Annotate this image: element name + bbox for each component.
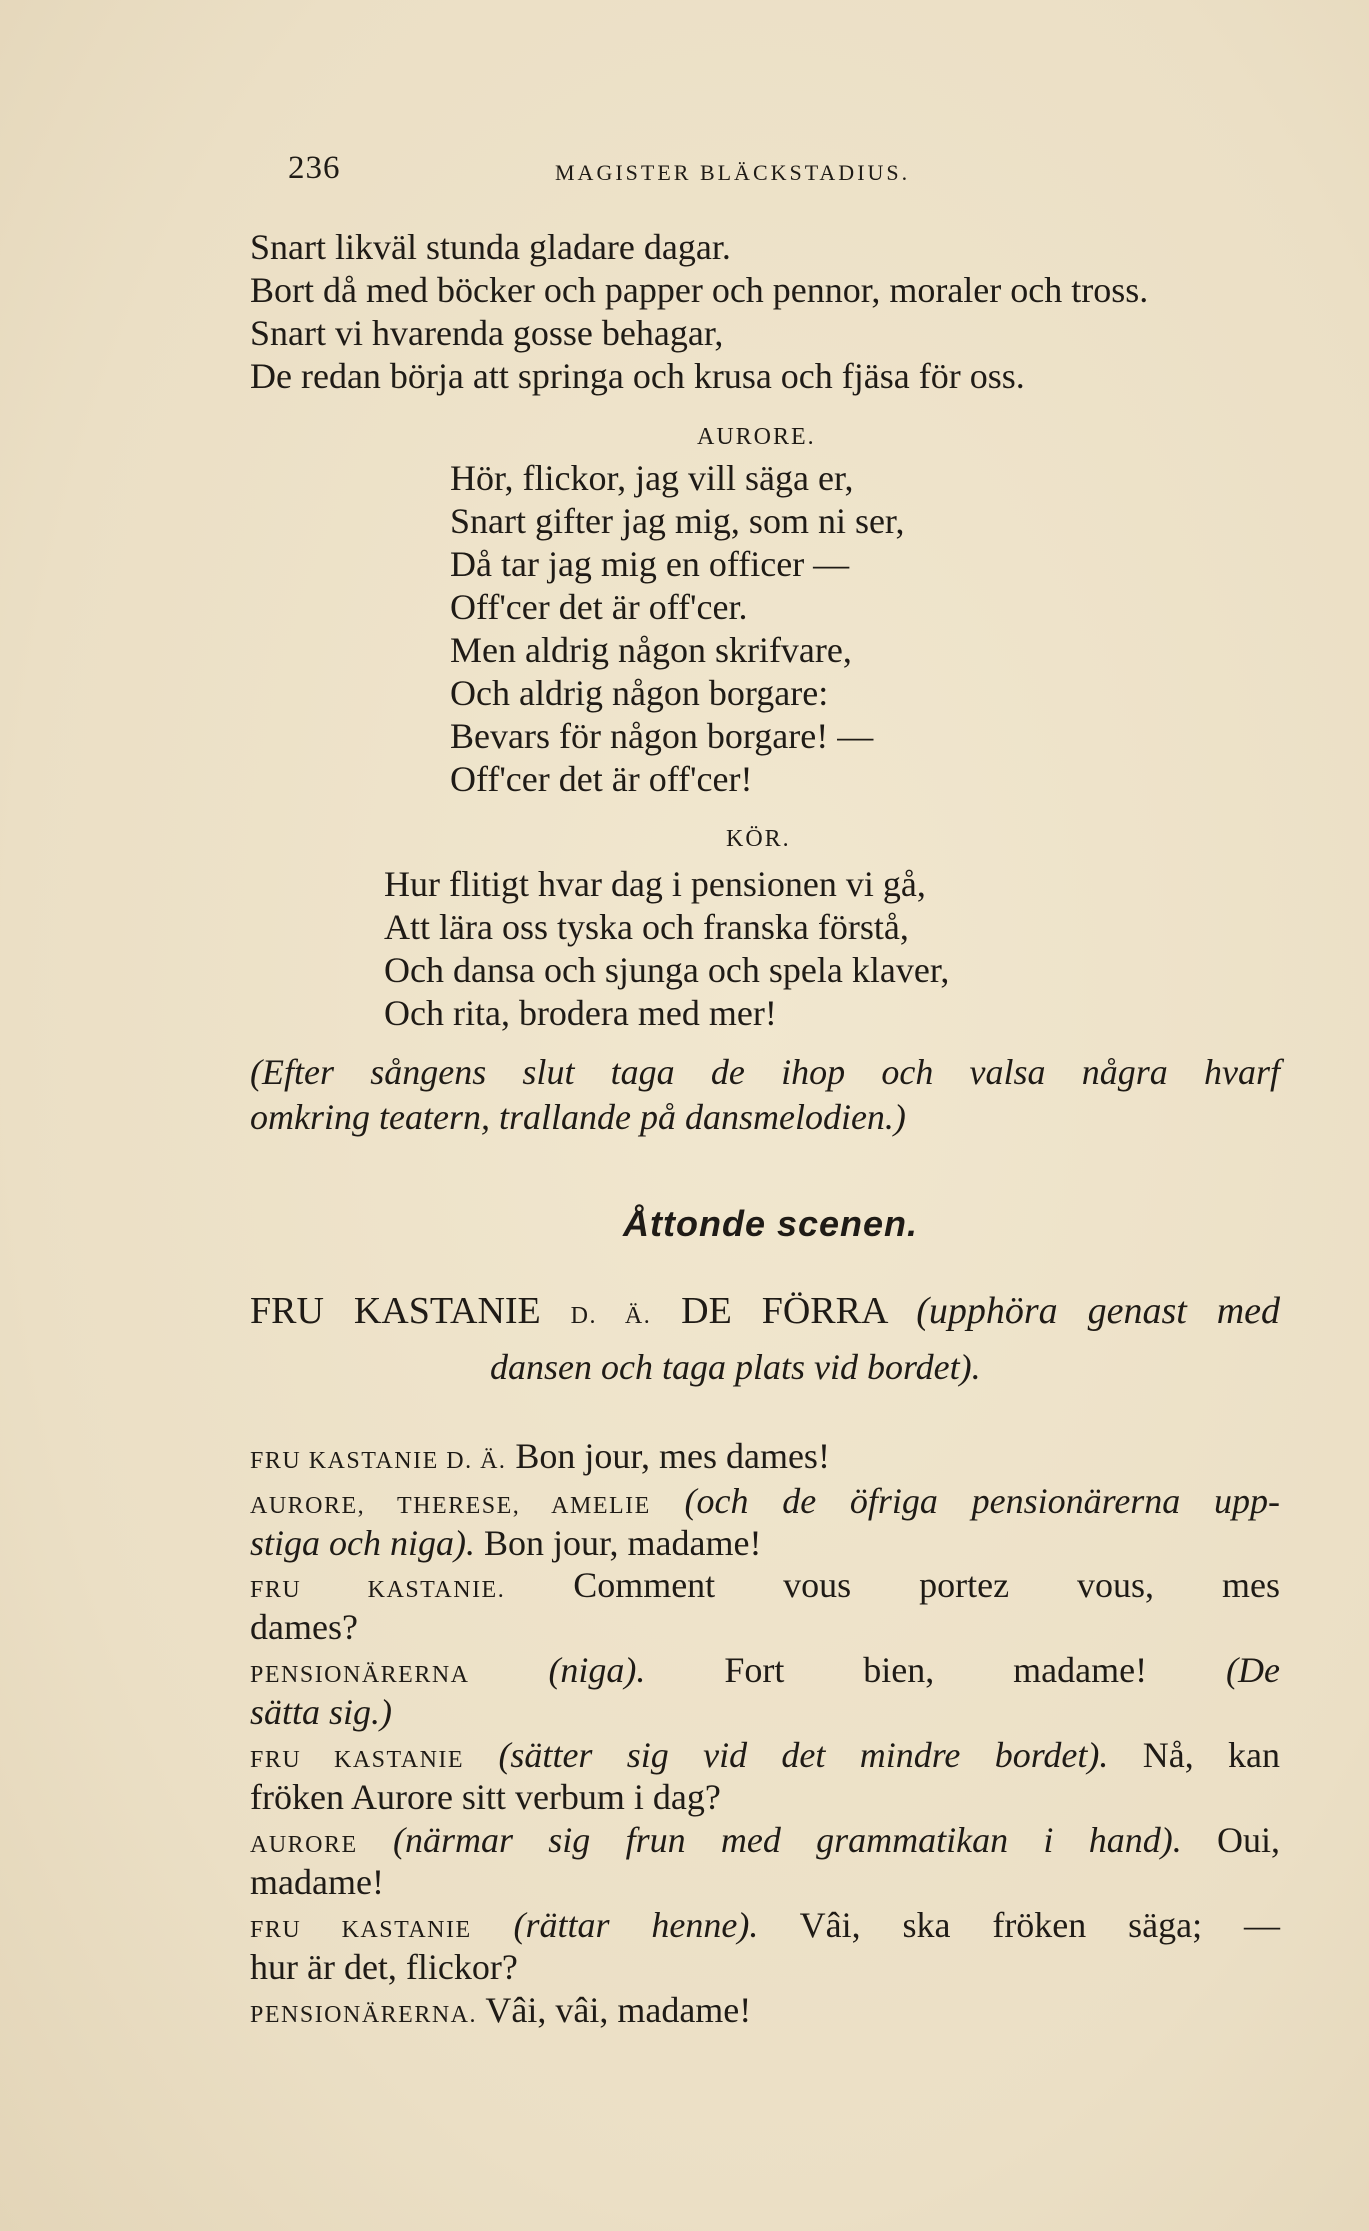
verse-line: Och aldrig någon borgare:: [450, 673, 829, 713]
dialogue-line: FRU KASTANIE. Comment vous portez vous, mes: [250, 1565, 1280, 1605]
cast-direction: dansen och taga plats vid bordet).: [490, 1347, 981, 1387]
dialogue-line: AURORE (närmar sig frun med grammatikan i hand). Oui,: [250, 1820, 1281, 1860]
dialogue-line: sätta sig.): [250, 1692, 393, 1732]
dialogue-line: AURORE, THERESE, AMELIE (och de öfriga pensionärerna upp-: [250, 1481, 1281, 1521]
verse-line: Då tar jag mig en officer —: [450, 544, 850, 584]
stage-direction: omkring teatern, trallande på dansmelodien.): [250, 1097, 906, 1137]
verse-line: Hur flitigt hvar dag i pensionen vi gå,: [384, 864, 926, 904]
verse-line: De redan börja att springa och krusa och fjäsa för oss.: [250, 356, 1025, 396]
speaker-heading: KÖR.: [726, 826, 791, 852]
running-title: MAGISTER BLÄCKSTADIUS.: [555, 160, 911, 185]
verse-line: Att lära oss tyska och franska förstå,: [384, 907, 909, 947]
dialogue-line: hur är det, flickor?: [250, 1947, 518, 1987]
dialogue-line: FRU KASTANIE D. Ä. Bon jour, mes dames!: [250, 1436, 830, 1476]
verse-line: Off'cer det är off'cer.: [450, 587, 748, 627]
dialogue-line: dames?: [250, 1607, 358, 1647]
speaker-heading: AURORE.: [697, 424, 816, 450]
dialogue-line: FRU KASTANIE (rättar henne). Vâi, ska fröken säga; —: [250, 1905, 1281, 1945]
page-header: [0, 150, 1369, 190]
verse-line: Och dansa och sjunga och spela klaver,: [384, 950, 950, 990]
dialogue-line: fröken Aurore sitt verbum i dag?: [250, 1777, 721, 1817]
page-number: 236: [288, 150, 341, 186]
verse-line: Och rita, brodera med mer!: [384, 993, 777, 1033]
dialogue-line: stiga och niga). Bon jour, madame!: [250, 1523, 762, 1563]
verse-line: Bort då med böcker och papper och pennor, moraler och tross.: [250, 270, 1149, 310]
verse-line: Hör, flickor, jag vill säga er,: [450, 458, 854, 498]
stage-direction: (Efter sångens slut taga de ihop och valsa några hvarf: [250, 1052, 1280, 1092]
dialogue-line: madame!: [250, 1862, 384, 1902]
scene-title: Åttonde scenen.: [623, 1203, 919, 1244]
verse-line: Snart vi hvarenda gosse behagar,: [250, 313, 724, 353]
verse-line: Bevars för någon borgare! —: [450, 716, 874, 756]
verse-line: Off'cer det är off'cer!: [450, 759, 753, 799]
dialogue-line: FRU KASTANIE (sätter sig vid det mindre bordet). Nå, kan: [250, 1735, 1281, 1775]
verse-line: Snart likväl stunda gladare dagar.: [250, 227, 731, 267]
dialogue-line: PENSIONÄRERNA. Vâi, vâi, madame!: [250, 1990, 752, 2030]
verse-line: Snart gifter jag mig, som ni ser,: [450, 501, 905, 541]
cast-list: FRU KASTANIE D. Ä. DE FÖRRA (upphöra genast med: [250, 1290, 1280, 1332]
verse-line: Men aldrig någon skrifvare,: [450, 630, 852, 670]
dialogue-line: PENSIONÄRERNA (niga). Fort bien, madame! (De: [250, 1650, 1280, 1690]
